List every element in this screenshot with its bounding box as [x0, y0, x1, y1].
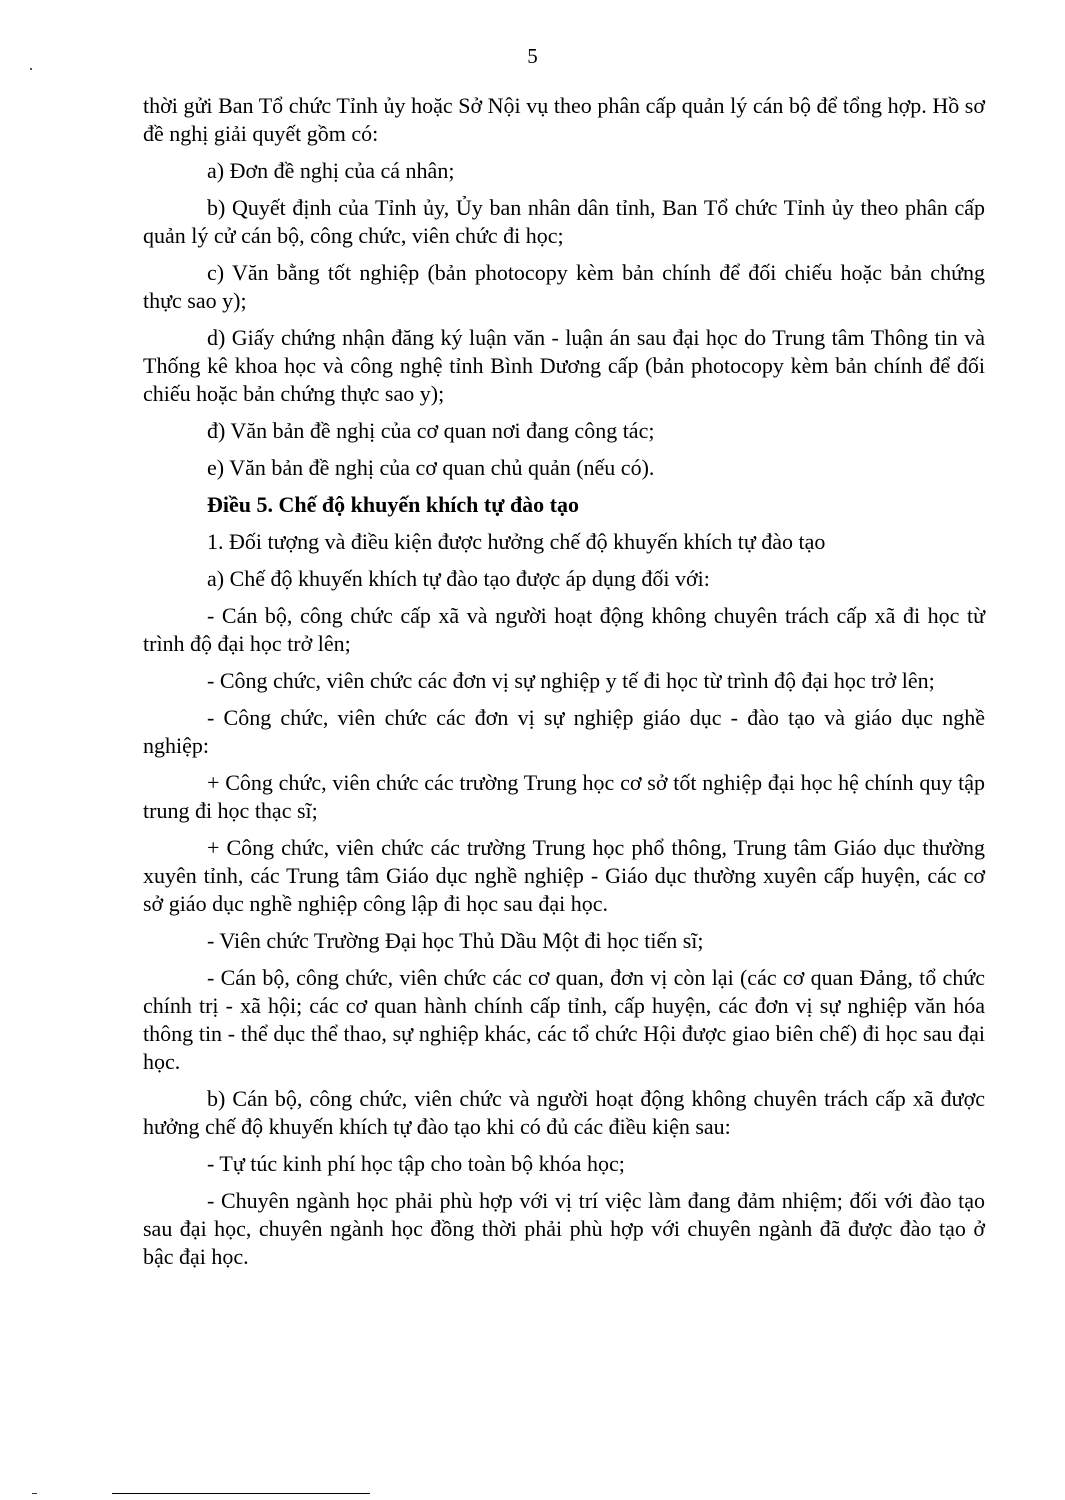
sub-bullet-lower-secondary: + Công chức, viên chức các trường Trung học cơ sở tốt nghiệp đại học hệ chính quy tập trung đi học thạc sĩ;: [143, 770, 985, 823]
list-item-c: c) Văn bằng tốt nghiệp (bản photocopy kèm bản chính để đối chiếu hoặc bản chứng thực sao y);: [143, 260, 985, 313]
article-heading: Điều 5. Chế độ khuyến khích tự đào tạo: [207, 492, 580, 517]
bullet-other-agencies: - Cán bộ, công chức, viên chức các cơ quan, đơn vị còn lại (các cơ quan Đảng, tổ chức chính trị - xã hội; các cơ quan hành chính cấp tỉnh, cấp huyện, các đơn vị sự nghiệp văn hóa thông tin - thể dục thể thao, sự nghiệp khác, các tổ chức Hội được giao biên chế) đi học sau đại học.: [143, 965, 985, 1074]
condition-major-fit: - Chuyên ngành học phải phù hợp với vị trí việc làm đang đảm nhiệm; đối với đào tạo sau đại học, chuyên ngành học đồng thời phải phù hợp với chuyên ngành đã được đào tạo ở bậc đại học.: [143, 1188, 985, 1269]
bullet-health-units: - Công chức, viên chức các đơn vị sự nghiệp y tế đi học từ trình độ đại học trở lên;: [207, 668, 935, 693]
list-item-d: d) Giấy chứng nhận đăng ký luận văn - luận án sau đại học do Trung tâm Thông tin và Thống kê khoa học và công nghệ tỉnh Bình Dương cấp (bản photocopy kèm bản chính để đối chiếu hoặc bản chứng thực sao y);: [143, 325, 985, 406]
list-item-b: b) Quyết định của Tỉnh ủy, Ủy ban nhân dân tỉnh, Ban Tổ chức Tỉnh ủy theo phân cấp quản lý cử cán bộ, công chức, viên chức đi học;: [143, 195, 985, 248]
bullet-education-units: - Công chức, viên chức các đơn vị sự nghiệp giáo dục - đào tạo và giáo dục nghề nghiệp:: [143, 705, 985, 758]
page-number: 5: [527, 44, 538, 68]
footnote-divider: [112, 1493, 370, 1494]
bullet-commune-officials: - Cán bộ, công chức cấp xã và người hoạt động không chuyên trách cấp xã đi học từ trình độ đại học trở lên;: [143, 603, 985, 656]
scan-speck-bottom: [32, 1493, 37, 1494]
bullet-thu-dau-mot-university: - Viên chức Trường Đại học Thủ Dầu Một đi học tiến sĩ;: [207, 928, 704, 953]
point-a: a) Chế độ khuyến khích tự đào tạo được áp dụng đối với:: [207, 566, 710, 591]
clause-1: 1. Đối tượng và điều kiện được hưởng chế độ khuyến khích tự đào tạo: [207, 529, 826, 554]
document-body: [143, 92, 985, 1280]
list-item-a: a) Đơn đề nghị của cá nhân;: [207, 158, 455, 183]
point-b: b) Cán bộ, công chức, viên chức và người hoạt động không chuyên trách cấp xã được hưởng chế độ khuyến khích tự đào tạo khi có đủ các điều kiện sau:: [143, 1086, 985, 1139]
list-item-dd: đ) Văn bản đề nghị của cơ quan nơi đang công tác;: [207, 418, 655, 443]
paragraph-continuation: thời gửi Ban Tổ chức Tỉnh ủy hoặc Sở Nội vụ theo phân cấp quản lý cán bộ để tổng hợp. Hồ sơ đề nghị giải quyết gồm có:: [143, 93, 985, 146]
condition-self-funded: - Tự túc kinh phí học tập cho toàn bộ khóa học;: [207, 1151, 625, 1176]
list-item-e: e) Văn bản đề nghị của cơ quan chủ quản (nếu có).: [207, 455, 655, 480]
sub-bullet-upper-secondary: + Công chức, viên chức các trường Trung học phổ thông, Trung tâm Giáo dục thường xuyên tỉnh, các Trung tâm Giáo dục nghề nghiệp - Giáo dục thường xuyên cấp huyện, các cơ sở giáo dục nghề nghiệp công lập đi học sau đại học.: [143, 835, 985, 916]
